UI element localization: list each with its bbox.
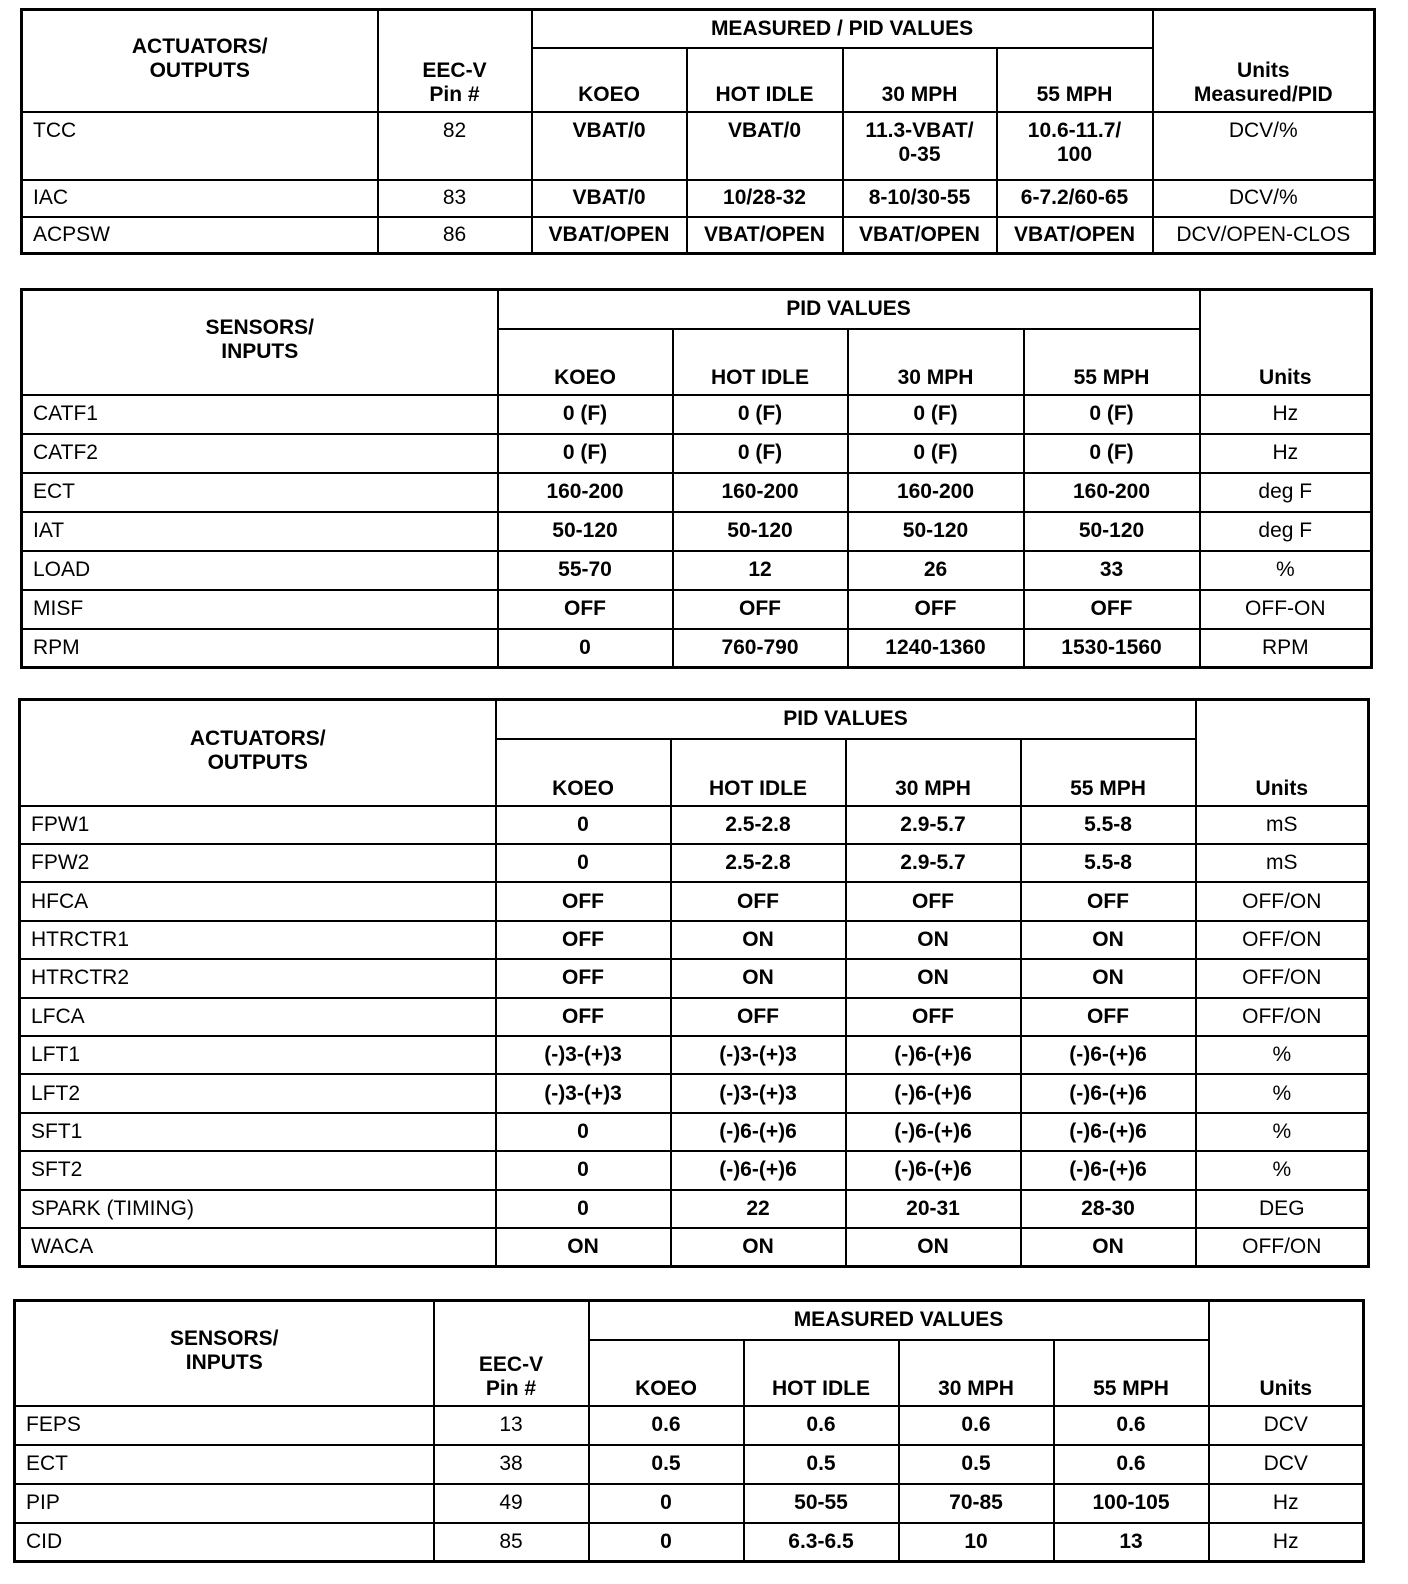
value-cell: 1240-1360 (848, 629, 1024, 668)
unit-cell: OFF/ON (1196, 959, 1369, 997)
value-cell: 50-120 (1024, 512, 1200, 551)
pin-cell: 82 (378, 112, 532, 180)
value-cell: OFF (1024, 590, 1200, 629)
value-cell: OFF (498, 590, 673, 629)
value-cell: 50-120 (498, 512, 673, 551)
table-row (22, 217, 1375, 254)
value-cell: OFF (496, 959, 671, 997)
unit-cell: RPM (1200, 629, 1372, 668)
group-header: PID VALUES (496, 700, 1196, 739)
value-cell: 0 (F) (1024, 395, 1200, 434)
value-cell: 160-200 (498, 473, 673, 512)
unit-cell: DEG (1196, 1190, 1369, 1228)
unit-cell: % (1196, 1151, 1369, 1189)
column-header-hot-idle: HOT IDLE (744, 1340, 899, 1406)
column-header-koeo: KOEO (532, 48, 687, 112)
table-row (20, 1228, 1369, 1266)
value-cell: ON (846, 1228, 1021, 1266)
row-name: ACPSW (22, 217, 378, 254)
value-cell: (-)6-(+)6 (1021, 1113, 1196, 1151)
table-row (20, 1113, 1369, 1151)
value-cell: 70-85 (899, 1484, 1054, 1523)
table-row (20, 959, 1369, 997)
value-cell: 0 (F) (498, 434, 673, 473)
column-header-hot-idle: HOT IDLE (673, 329, 848, 395)
table-row (20, 806, 1369, 844)
unit-cell: OFF/ON (1196, 921, 1369, 959)
value-cell: 0 (496, 844, 671, 882)
table-row (20, 1151, 1369, 1189)
value-cell: ON (846, 921, 1021, 959)
value-cell: 0.6 (1054, 1406, 1209, 1445)
value-cell: 160-200 (1024, 473, 1200, 512)
value-cell: 0.6 (589, 1406, 744, 1445)
value-cell: 1530-1560 (1024, 629, 1200, 668)
value-cell: VBAT/OPEN (997, 217, 1153, 254)
table-row (22, 629, 1372, 668)
unit-cell: deg F (1200, 512, 1372, 551)
value-cell: 11.3-VBAT/ 0-35 (843, 112, 997, 180)
column-header-55-mph: 55 MPH (1054, 1340, 1209, 1406)
value-cell: 22 (671, 1190, 846, 1228)
value-cell: VBAT/OPEN (687, 217, 843, 254)
row-name: CID (15, 1523, 434, 1562)
value-cell: 0 (F) (498, 395, 673, 434)
value-cell: VBAT/OPEN (843, 217, 997, 254)
column-header-hot-idle: HOT IDLE (687, 48, 843, 112)
table-row (22, 590, 1372, 629)
value-cell: 0 (496, 1113, 671, 1151)
value-cell: (-)6-(+)6 (846, 1113, 1021, 1151)
unit-cell: Hz (1200, 395, 1372, 434)
value-cell: OFF (496, 998, 671, 1036)
value-cell: 0 (F) (673, 434, 848, 473)
column-header-55-mph: 55 MPH (1024, 329, 1200, 395)
column-header-koeo: KOEO (498, 329, 673, 395)
row-name: RPM (22, 629, 498, 668)
value-cell: OFF (673, 590, 848, 629)
value-cell: 0.6 (744, 1406, 899, 1445)
value-cell: 2.9-5.7 (846, 844, 1021, 882)
column-header-units: Units Measured/PID (1153, 10, 1375, 112)
row-name: FPW1 (20, 806, 496, 844)
value-cell: OFF (1021, 882, 1196, 920)
row-name: FEPS (15, 1406, 434, 1445)
row-name: FPW2 (20, 844, 496, 882)
value-cell: 2.9-5.7 (846, 806, 1021, 844)
value-cell: 0.5 (744, 1445, 899, 1484)
row-name: ECT (22, 473, 498, 512)
unit-cell: mS (1196, 806, 1369, 844)
table-row (15, 1406, 1364, 1445)
value-cell: 33 (1024, 551, 1200, 590)
value-cell: OFF (848, 590, 1024, 629)
value-cell: 10 (899, 1523, 1054, 1562)
column-header-item: ACTUATORS/ OUTPUTS (22, 10, 378, 112)
value-cell: ON (846, 959, 1021, 997)
column-header-pin: EEC-V Pin # (378, 10, 532, 112)
row-name: SFT1 (20, 1113, 496, 1151)
table-row (22, 395, 1372, 434)
row-name: SPARK (TIMING) (20, 1190, 496, 1228)
value-cell: OFF (496, 882, 671, 920)
group-header: MEASURED VALUES (589, 1301, 1209, 1340)
actuators-pid-table (18, 698, 1370, 1268)
row-name: LFCA (20, 998, 496, 1036)
unit-cell: DCV (1209, 1406, 1364, 1445)
row-name: LFT2 (20, 1074, 496, 1112)
row-name: HFCA (20, 882, 496, 920)
pin-cell: 85 (434, 1523, 589, 1562)
value-cell: 55-70 (498, 551, 673, 590)
table-row (20, 1190, 1369, 1228)
value-cell: (-)6-(+)6 (671, 1151, 846, 1189)
pin-cell: 49 (434, 1484, 589, 1523)
unit-cell: Hz (1209, 1484, 1364, 1523)
value-cell: ON (671, 959, 846, 997)
column-header-30-mph: 30 MPH (848, 329, 1024, 395)
column-header-55-mph: 55 MPH (1021, 739, 1196, 806)
table-row (15, 1523, 1364, 1562)
value-cell: 12 (673, 551, 848, 590)
sensors-pid-table (20, 288, 1373, 669)
value-cell: 2.5-2.8 (671, 806, 846, 844)
unit-cell: OFF/ON (1196, 1228, 1369, 1266)
value-cell: 0.6 (899, 1406, 1054, 1445)
value-cell: ON (1021, 959, 1196, 997)
value-cell: OFF (671, 998, 846, 1036)
row-name: LFT1 (20, 1036, 496, 1074)
unit-cell: Hz (1209, 1523, 1364, 1562)
value-cell: 6.3-6.5 (744, 1523, 899, 1562)
value-cell: OFF (846, 882, 1021, 920)
unit-cell: % (1196, 1113, 1369, 1151)
value-cell: 10/28-32 (687, 180, 843, 217)
table-row (22, 512, 1372, 551)
unit-cell: DCV (1209, 1445, 1364, 1484)
value-cell: (-)3-(+)3 (671, 1036, 846, 1074)
value-cell: ON (1021, 1228, 1196, 1266)
value-cell: 10.6-11.7/ 100 (997, 112, 1153, 180)
row-name: ECT (15, 1445, 434, 1484)
value-cell: 100-105 (1054, 1484, 1209, 1523)
unit-cell: % (1196, 1036, 1369, 1074)
row-name: HTRCTR2 (20, 959, 496, 997)
value-cell: 160-200 (673, 473, 848, 512)
column-header-hot-idle: HOT IDLE (671, 739, 846, 806)
column-header-item: ACTUATORS/ OUTPUTS (20, 700, 496, 806)
table-row (22, 112, 1375, 180)
column-header-30-mph: 30 MPH (899, 1340, 1054, 1406)
column-header-koeo: KOEO (496, 739, 671, 806)
value-cell: 0 (496, 1190, 671, 1228)
value-cell: 760-790 (673, 629, 848, 668)
table-row (22, 180, 1375, 217)
unit-cell: mS (1196, 844, 1369, 882)
value-cell: (-)6-(+)6 (671, 1113, 846, 1151)
value-cell: ON (671, 1228, 846, 1266)
row-name: CATF2 (22, 434, 498, 473)
value-cell: 28-30 (1021, 1190, 1196, 1228)
value-cell: 0 (F) (1024, 434, 1200, 473)
value-cell: 0.5 (589, 1445, 744, 1484)
value-cell: 0 (589, 1523, 744, 1562)
unit-cell: % (1200, 551, 1372, 590)
table-row (15, 1484, 1364, 1523)
value-cell: (-)6-(+)6 (846, 1151, 1021, 1189)
value-cell: OFF (846, 998, 1021, 1036)
value-cell: (-)6-(+)6 (1021, 1074, 1196, 1112)
unit-cell: OFF/ON (1196, 998, 1369, 1036)
table-row (20, 1036, 1369, 1074)
column-header-units: Units (1209, 1301, 1364, 1406)
value-cell: 5.5-8 (1021, 806, 1196, 844)
unit-cell: DCV/OPEN-CLOS (1153, 217, 1375, 254)
value-cell: (-)6-(+)6 (846, 1036, 1021, 1074)
value-cell: 0 (496, 1151, 671, 1189)
group-header: PID VALUES (498, 290, 1200, 329)
value-cell: VBAT/0 (687, 112, 843, 180)
value-cell: (-)3-(+)3 (496, 1036, 671, 1074)
unit-cell: OFF-ON (1200, 590, 1372, 629)
value-cell: 8-10/30-55 (843, 180, 997, 217)
value-cell: 20-31 (846, 1190, 1021, 1228)
table-row (22, 473, 1372, 512)
row-name: CATF1 (22, 395, 498, 434)
value-cell: OFF (496, 921, 671, 959)
column-header-30-mph: 30 MPH (843, 48, 997, 112)
value-cell: VBAT/OPEN (532, 217, 687, 254)
column-header-koeo: KOEO (589, 1340, 744, 1406)
value-cell: 0 (F) (673, 395, 848, 434)
table-row (20, 998, 1369, 1036)
column-header-30-mph: 30 MPH (846, 739, 1021, 806)
table-row (20, 921, 1369, 959)
unit-cell: % (1196, 1074, 1369, 1112)
column-header-pin: EEC-V Pin # (434, 1301, 589, 1406)
row-name: MISF (22, 590, 498, 629)
value-cell: (-)6-(+)6 (1021, 1151, 1196, 1189)
value-cell: 13 (1054, 1523, 1209, 1562)
actuators-measured-pid-table (20, 8, 1376, 255)
value-cell: ON (1021, 921, 1196, 959)
row-name: IAT (22, 512, 498, 551)
value-cell: ON (496, 1228, 671, 1266)
column-header-units: Units (1196, 700, 1369, 806)
column-header-55-mph: 55 MPH (997, 48, 1153, 112)
column-header-units: Units (1200, 290, 1372, 395)
sensors-measured-table (13, 1299, 1365, 1563)
group-header: MEASURED / PID VALUES (532, 10, 1153, 48)
row-name: LOAD (22, 551, 498, 590)
value-cell: 5.5-8 (1021, 844, 1196, 882)
value-cell: 0 (496, 806, 671, 844)
table-row (22, 434, 1372, 473)
value-cell: 50-55 (744, 1484, 899, 1523)
value-cell: OFF (1021, 998, 1196, 1036)
row-name: TCC (22, 112, 378, 180)
value-cell: 0 (589, 1484, 744, 1523)
value-cell: (-)3-(+)3 (671, 1074, 846, 1112)
table-row (20, 1074, 1369, 1112)
unit-cell: DCV/% (1153, 180, 1375, 217)
value-cell: 2.5-2.8 (671, 844, 846, 882)
value-cell: VBAT/0 (532, 112, 687, 180)
pin-cell: 13 (434, 1406, 589, 1445)
row-name: WACA (20, 1228, 496, 1266)
unit-cell: deg F (1200, 473, 1372, 512)
value-cell: (-)3-(+)3 (496, 1074, 671, 1112)
row-name: HTRCTR1 (20, 921, 496, 959)
table-row (20, 882, 1369, 920)
value-cell: (-)6-(+)6 (1021, 1036, 1196, 1074)
value-cell: VBAT/0 (532, 180, 687, 217)
value-cell: 0 (498, 629, 673, 668)
table-row (22, 551, 1372, 590)
unit-cell: DCV/% (1153, 112, 1375, 180)
column-header-item: SENSORS/ INPUTS (15, 1301, 434, 1406)
value-cell: ON (671, 921, 846, 959)
value-cell: 50-120 (848, 512, 1024, 551)
table-row (15, 1445, 1364, 1484)
value-cell: 0 (F) (848, 395, 1024, 434)
value-cell: (-)6-(+)6 (846, 1074, 1021, 1112)
column-header-item: SENSORS/ INPUTS (22, 290, 498, 395)
value-cell: 0.6 (1054, 1445, 1209, 1484)
value-cell: 0.5 (899, 1445, 1054, 1484)
value-cell: OFF (671, 882, 846, 920)
value-cell: 50-120 (673, 512, 848, 551)
value-cell: 160-200 (848, 473, 1024, 512)
unit-cell: OFF/ON (1196, 882, 1369, 920)
value-cell: 0 (F) (848, 434, 1024, 473)
unit-cell: Hz (1200, 434, 1372, 473)
row-name: PIP (15, 1484, 434, 1523)
pin-cell: 86 (378, 217, 532, 254)
value-cell: 26 (848, 551, 1024, 590)
row-name: IAC (22, 180, 378, 217)
table-row (20, 844, 1369, 882)
pin-cell: 83 (378, 180, 532, 217)
value-cell: 6-7.2/60-65 (997, 180, 1153, 217)
row-name: SFT2 (20, 1151, 496, 1189)
pin-cell: 38 (434, 1445, 589, 1484)
